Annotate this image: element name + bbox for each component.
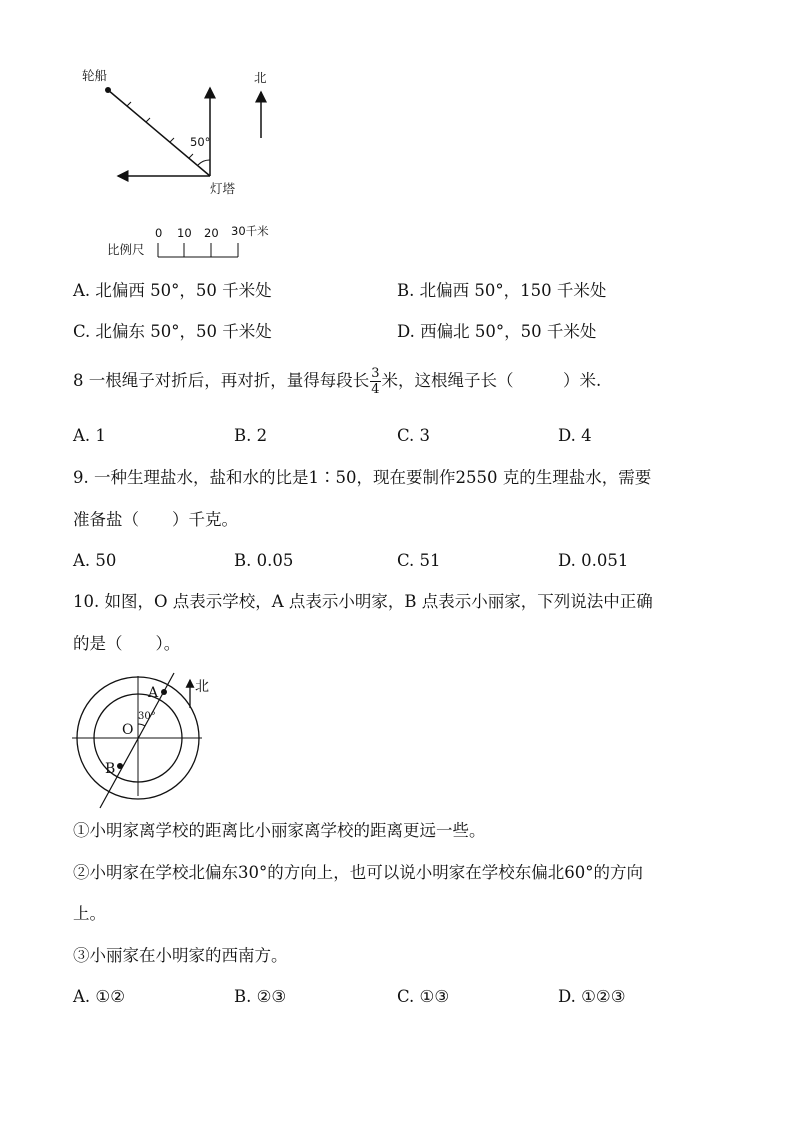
point-b-label: B	[105, 761, 116, 777]
fraction: $\frac{3}{4}$	[371, 366, 380, 397]
ship-label: 轮船	[82, 68, 108, 83]
statement-3: ③小丽家在小明家的西南方。	[73, 946, 288, 965]
scale-caption: 比例尺	[107, 242, 145, 257]
north-label: 北	[195, 679, 209, 695]
option-c[interactable]: C. ①③	[397, 987, 450, 1006]
scale-bar	[158, 243, 238, 257]
option-a[interactable]: A. 50	[73, 551, 117, 570]
option-a[interactable]: A. 北偏西 50°，50 千米处	[73, 281, 272, 300]
option-b[interactable]: B. 0.05	[234, 551, 294, 570]
point-o-label: O	[122, 722, 134, 738]
q8-stem: 8 一根绳子对折后，再对折，量得每段长 $\frac{3}{4}$ 米，这根绳子长（ ）米.	[73, 366, 602, 397]
option-b[interactable]: B. 2	[234, 426, 268, 445]
option-b[interactable]: B. 北偏西 50°，150 千米处	[397, 281, 607, 300]
option-c[interactable]: C. 北偏东 50°，50 千米处	[73, 322, 272, 341]
option-d[interactable]: D. 0.051	[558, 551, 629, 570]
angle-arc	[198, 160, 210, 165]
option-d[interactable]: D. 西偏北 50°，50 千米处	[397, 322, 597, 341]
lighthouse-label: 灯塔	[210, 181, 236, 196]
scale-marks	[127, 102, 193, 158]
statement-1: ①小明家离学校的距离比小丽家离学校的距离更远一些。	[73, 821, 486, 840]
point-a	[161, 689, 167, 695]
option-c[interactable]: C. 3	[397, 426, 431, 445]
q10-stem-line1: 10. 如图，O 点表示学校，A 点表示小明家，B 点表示小丽家，下列说法中正确	[73, 592, 653, 611]
scale-tick-30: 30千米	[231, 224, 269, 238]
option-d[interactable]: D. ①②③	[558, 987, 626, 1006]
q9-stem-line2: 准备盐（ ）千克。	[73, 510, 238, 529]
option-a[interactable]: A. 1	[73, 426, 106, 445]
angle-label: 50°	[190, 135, 211, 149]
point-b	[117, 763, 123, 769]
scale-tick-20: 20	[204, 226, 219, 240]
option-d[interactable]: D. 4	[558, 426, 592, 445]
option-a[interactable]: A. ①②	[73, 987, 126, 1006]
q10-stem-line2: 的是（ ）。	[73, 634, 181, 653]
q9-stem-line1: 9. 一种生理盐水，盐和水的比是1∶50，现在要制作2550 克的生理盐水，需要	[73, 468, 652, 487]
question-number: 8	[73, 371, 84, 390]
ship-line	[108, 90, 210, 176]
option-b[interactable]: B. ②③	[234, 987, 287, 1006]
scale-tick-0: 0	[155, 226, 163, 240]
option-c[interactable]: C. 51	[397, 551, 441, 570]
point-a-label: A	[148, 685, 159, 701]
statement-2-line1: ②小明家在学校北偏东30°的方向上，也可以说小明家在学校东偏北60°的方向	[73, 863, 643, 882]
statement-2-line2: 上。	[73, 904, 106, 923]
ship-point	[105, 87, 111, 93]
angle-label: 30°	[138, 711, 156, 722]
scale-tick-10: 10	[177, 226, 192, 240]
direction-diagram	[0, 0, 794, 280]
north-label: 北	[254, 70, 267, 85]
